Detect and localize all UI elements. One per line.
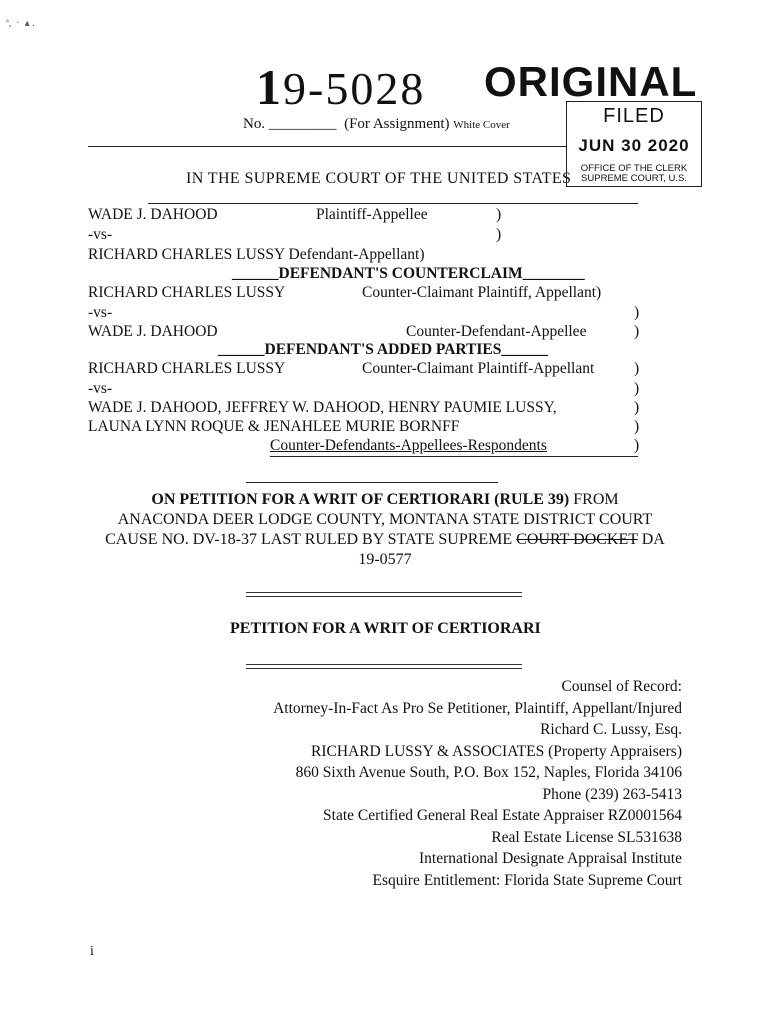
paren: )	[634, 437, 640, 454]
heading-rule	[148, 203, 638, 204]
paren: )	[634, 399, 640, 416]
court-heading: IN THE SUPREME COURT OF THE UNITED STATES	[186, 170, 572, 187]
paren: )	[496, 226, 502, 243]
party1-role: Plaintiff-Appellee	[316, 206, 428, 223]
filed-stamp	[566, 101, 702, 187]
clerk-office-line2: SUPREME COURT, U.S.	[581, 172, 687, 184]
paren: )	[634, 380, 640, 397]
white-cover-label: White Cover	[453, 119, 510, 131]
counterclaim-heading: ______DEFENDANT'S COUNTERCLAIM________	[232, 265, 585, 282]
party1-name: WADE J. DAHOOD	[88, 206, 218, 223]
ap-party1-name: RICHARD CHARLES LUSSY	[88, 360, 286, 377]
filed-date: JUN 30 2020	[578, 136, 690, 155]
for-assignment: (For Assignment)	[344, 116, 450, 132]
scan-mark-icon: ª, · ▴ .	[6, 18, 35, 29]
counsel-line: RICHARD LUSSY & ASSOCIATES (Property Appraisers)	[310, 742, 682, 760]
counsel-line: Richard C. Lussy, Esq.	[540, 721, 682, 738]
origin-line1-bold: ON PETITION FOR A WRIT OF CERTIORARI (RULE 39)	[151, 491, 570, 508]
counsel-line: 860 Sixth Avenue South, P.O. Box 152, Naples, Florida 34106	[295, 764, 682, 781]
page-number: i	[90, 944, 94, 959]
origin-line2: ANACONDA DEER LODGE COUNTY, MONTANA STATE DISTRICT COURT	[117, 511, 653, 528]
docket-number	[256, 58, 425, 116]
origin-line3-start: CAUSE NO. DV-18-37 LAST RULED BY STATE SUPREME	[105, 531, 513, 548]
counsel-line: Esquire Entitlement: Florida State Supreme Court	[372, 871, 682, 889]
original-label: ORIGINAL	[484, 58, 698, 105]
vs-label: -vs-	[88, 304, 113, 321]
counsel-block	[273, 676, 682, 891]
double-rule-top	[246, 592, 522, 597]
docket-number-prefix: 1	[256, 59, 283, 115]
assignment-line	[243, 116, 510, 133]
counsel-line: Attorney-In-Fact As Pro Se Petitioner, Plaintiff, Appellant/Injured	[273, 699, 682, 717]
added-parties-heading: ______DEFENDANT'S ADDED PARTIES______	[218, 341, 548, 358]
petition-origin	[60, 490, 710, 570]
paren: )	[496, 206, 502, 223]
caption-bottom-rule	[270, 456, 638, 457]
party2-line: RICHARD CHARLES LUSSY Defendant-Appellant)	[88, 246, 425, 263]
no-label: No. _________	[243, 116, 337, 132]
filed-label: FILED	[603, 105, 665, 127]
vs-label: -vs-	[88, 226, 113, 243]
origin-line3-end: DA	[641, 531, 665, 548]
cc-party2-name: WADE J. DAHOOD	[88, 323, 218, 340]
vs-label: -vs-	[88, 380, 113, 397]
origin-line3-struck: COURT DOCKET	[516, 531, 638, 548]
origin-rule	[246, 482, 498, 483]
cc-party2-role: Counter-Defendant-Appellee	[406, 323, 587, 340]
counsel-line: International Designate Appraisal Institute	[419, 850, 682, 867]
clerk-office-line1: OFFICE OF THE CLERK	[580, 163, 688, 174]
counsel-line: Phone (239) 263-5413	[542, 785, 682, 803]
origin-line1-rest: FROM	[569, 491, 619, 508]
paren: )	[634, 323, 640, 340]
paren: )	[634, 360, 640, 377]
counsel-line: Counsel of Record:	[561, 678, 682, 695]
ap-parties-line1: WADE J. DAHOOD, JEFFREY W. DAHOOD, HENRY PAUMIE LUSSY,	[88, 399, 557, 416]
clerk-office	[567, 164, 701, 183]
ap-party1-role: Counter-Claimant Plaintiff-Appellant	[362, 360, 595, 377]
top-rule	[88, 146, 566, 147]
counsel-line: State Certified General Real Estate Appraiser RZ0001564	[323, 807, 682, 824]
double-rule-bottom	[246, 664, 522, 669]
cc-party1-name: RICHARD CHARLES LUSSY	[88, 284, 286, 301]
counsel-line: Real Estate License SL531638	[491, 828, 682, 846]
ap-parties-role: Counter-Defendants-Appellees-Respondents	[270, 437, 547, 454]
paren: )	[634, 418, 640, 435]
petition-title: PETITION FOR A WRIT OF CERTIORARI	[230, 620, 541, 637]
origin-line3	[60, 530, 710, 550]
docket-number-rest: 9-5028	[283, 63, 426, 114]
origin-line4: 19-0577	[358, 551, 412, 568]
origin-line1	[60, 490, 710, 510]
cc-party1-role: Counter-Claimant Plaintiff, Appellant)	[362, 284, 602, 301]
ap-parties-line2: LAUNA LYNN ROQUE & JENAHLEE MURIE BORNFF	[88, 418, 460, 435]
paren: )	[634, 304, 640, 321]
